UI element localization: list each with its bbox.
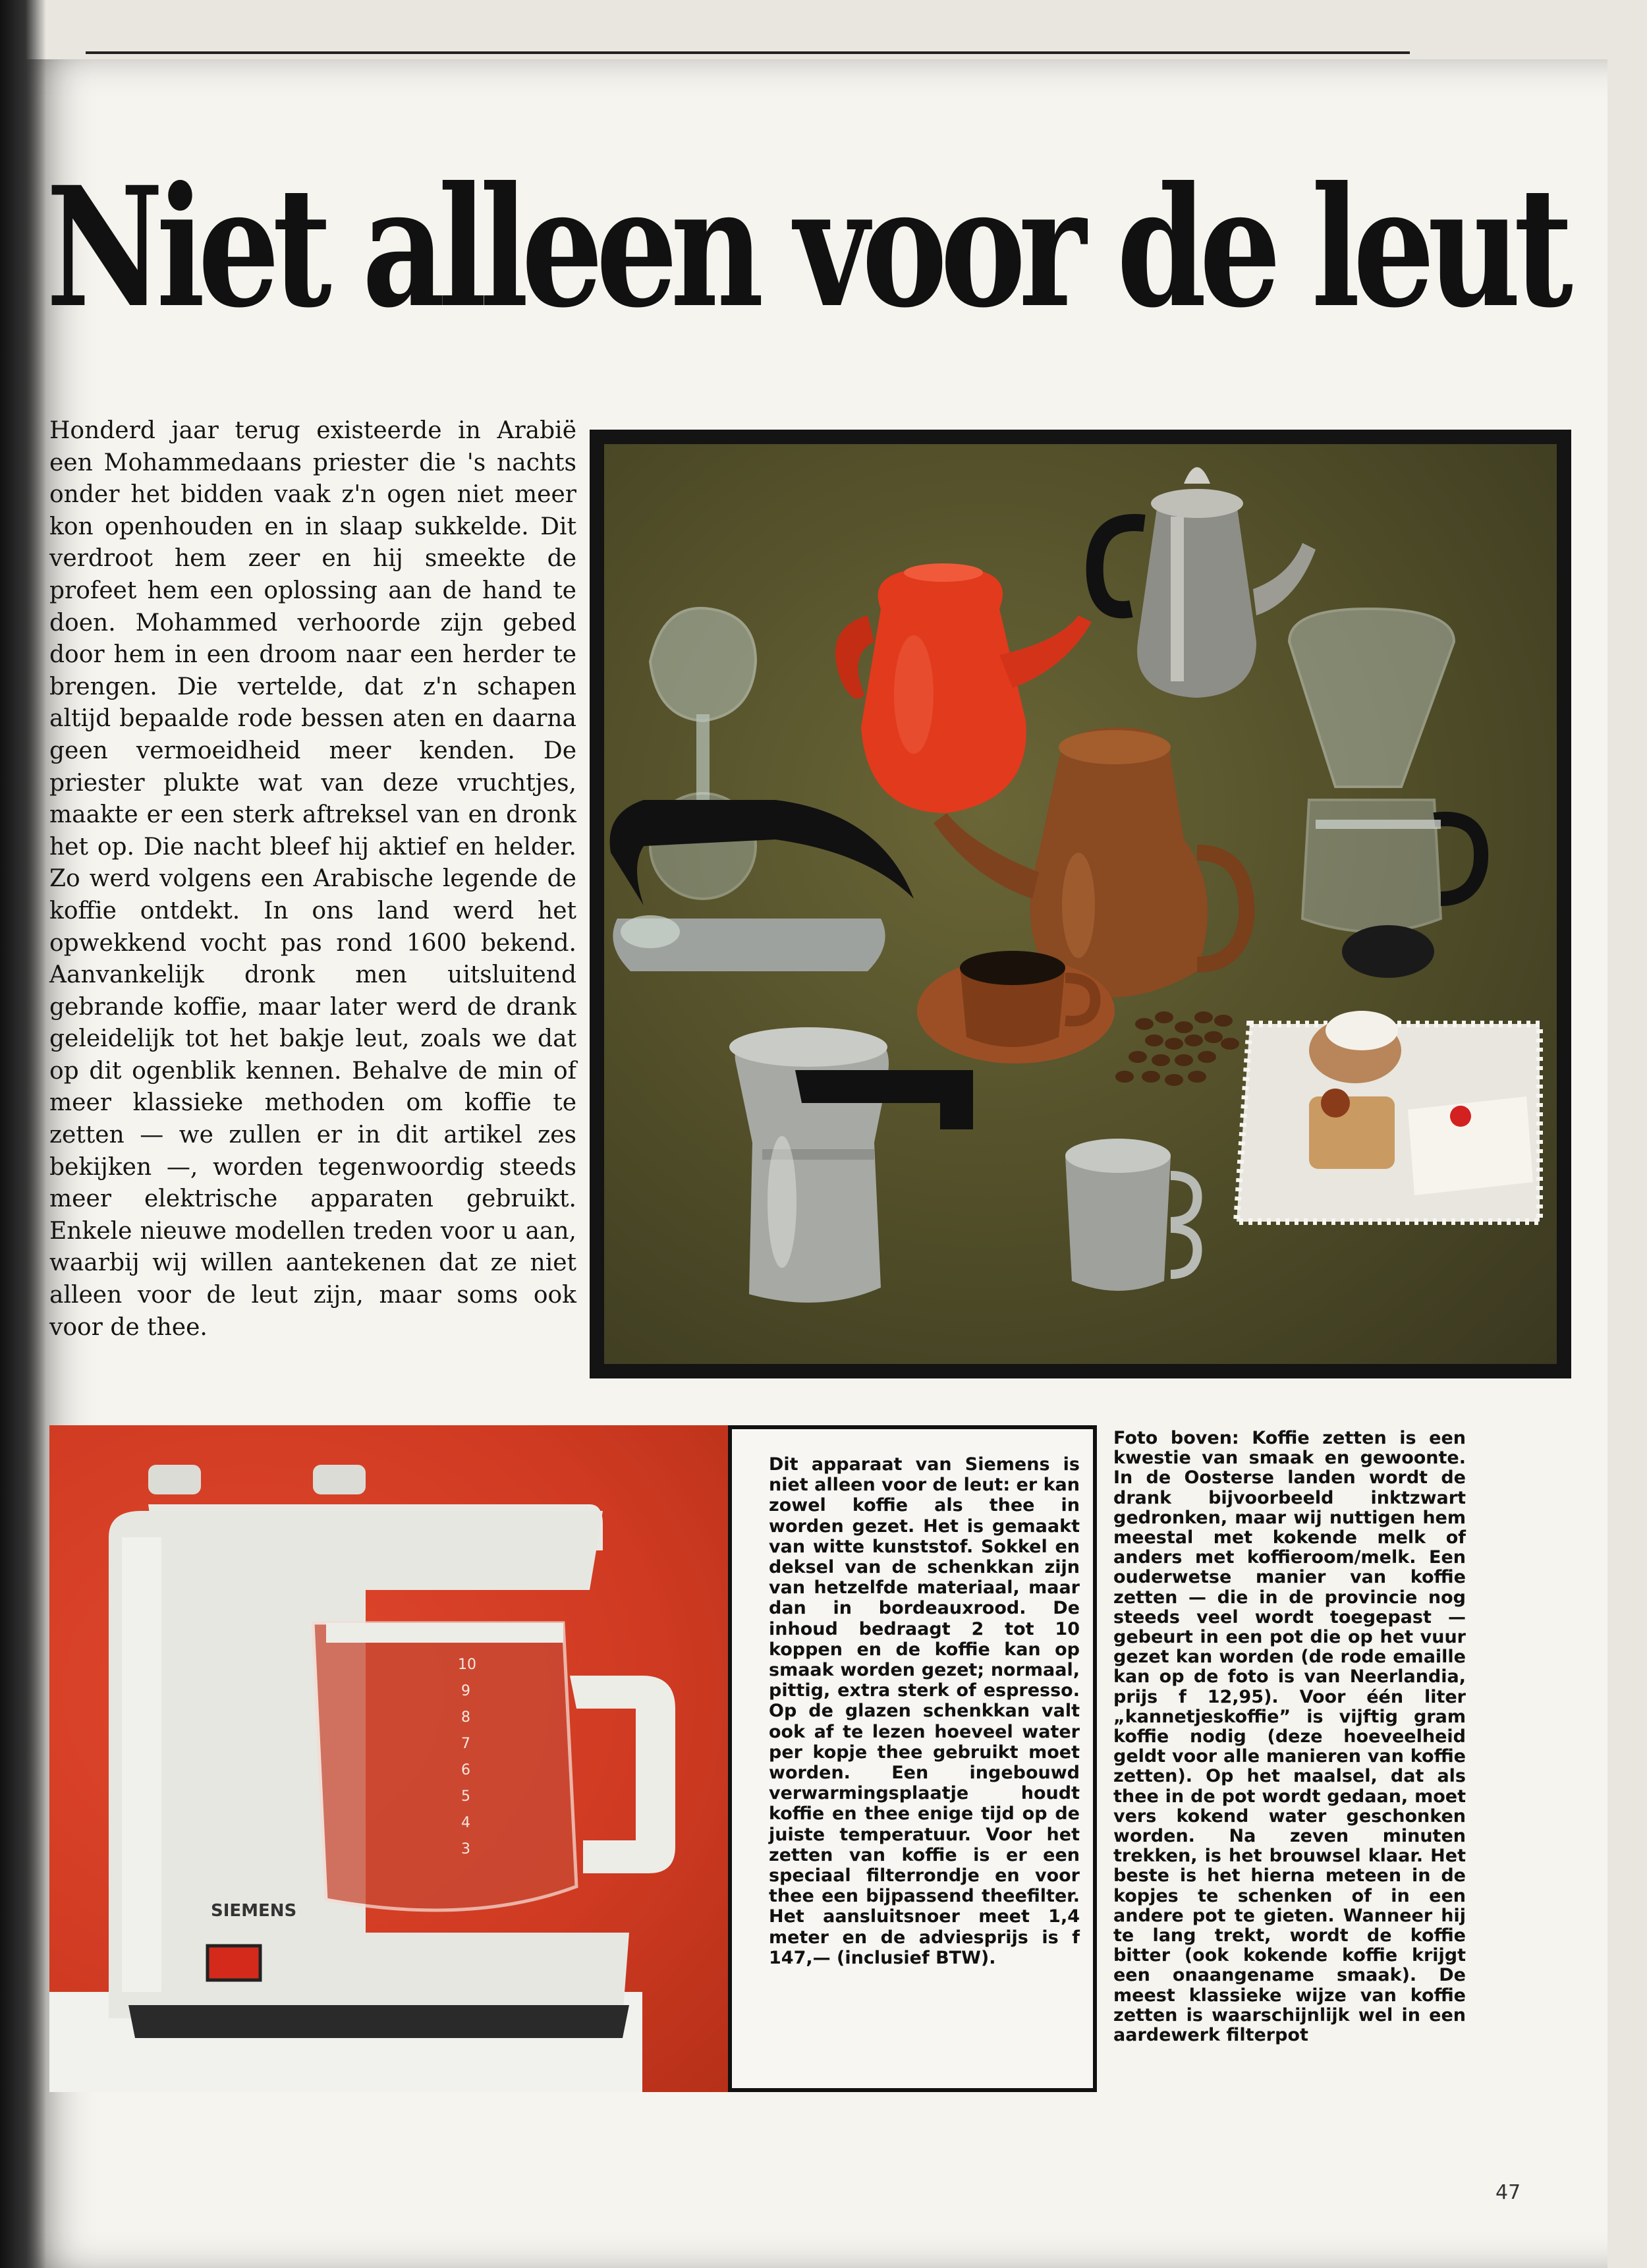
carafe-handle xyxy=(570,1676,675,1873)
intro-paragraph: Honderd jaar terug existeerde in Arabië een Mohammedaans priester die 's nachts onder het bidden vaak z'n ogen niet meer kon openhouden en in slaap sukkelde. Dit verdroot hem zeer en hij smeekte de profeet hem een oplossing aan de hand te doen. Mohammed verhoorde zijn gebed door hem in een droom naar een herder te brengen. Die vertelde, dat z'n schapen altijd bepaalde rode bessen aten en daarna geen vermoeidheid meer kenden. De priester plukte wat van deze vruchtjes, maakte er een sterk aftreksel van en dronk het op. Die nacht bleef hij aktief en helder. Zo werd volgens een Arabische legende de koffie ontdekt. In ons land werd het opwekkend vocht pas rond 1600 bekend. Aanvankelijk dronk men uitsluitend gebrande koffie, maar later werd de drank geleidelijk tot het bakje leut, zoals we dat op dit ogenblik kennen. Behalve de min of meer klassieke methoden om koffie te zetten — we zullen er in dit artikel zes bekijken —, worden tegenwoordig steeds meer elektrische apparaten gebruikt. Enkele nieuwe modellen treden voor u aan, waarbij wij willen aantekenen dat ze niet alleen voor de leut zijn, maar soms ook voor de thee. xyxy=(49,417,576,1341)
black-lid xyxy=(1342,925,1434,978)
scale-mark: 10 xyxy=(458,1657,476,1673)
glass-carafe xyxy=(313,1623,576,1910)
scale-mark: 8 xyxy=(461,1709,470,1726)
article-intro xyxy=(49,415,576,1344)
coffee-makers-illustration xyxy=(604,444,1557,1364)
scale-mark: 7 xyxy=(461,1736,470,1752)
right-column-text: Foto boven: Koffie zetten is een kwestie van smaak en gewoonte. In de Oosterse landen wordt de drank bijvoorbeeld inktzwart gedronken, maar wij nuttigen hem meestal met kokende melk of anders met koffieroom/melk. Een ouderwetse manier van koffie zetten — die in de provincie nog steeds veel wordt toegepast — gebeurt in een pot die op het vuur gezet kan worden (de rode emaille kan op de foto is van Neerlandia, prijs f 12,95). Voor één liter „kannetjeskoffie” is vijftig gram koffie nodig (deze hoeveelheid geldt voor alle manieren van koffie zetten). Op het maalsel, dat als thee in de pot wordt gedaan, moet vers kokend water geschonken worden. Na zeven minuten trekken, is het brouwsel klaar. Het beste is het hierna meteen in de kopjes te schenken of in een andere pot te gieten. Wanneer hij te lang trekt, wordt de koffie bitter (ook kokende koffie krijgt een onaangename smaak). De meest klassieke wijze van koffie zetten is waarschijnlijk wel in een aardewerk filterpot xyxy=(1113,1428,1466,2046)
caption-box xyxy=(728,1425,1097,2092)
knob-right-icon xyxy=(313,1465,366,1494)
scale-mark: 9 xyxy=(461,1683,470,1699)
photo-siemens-coffee-maker xyxy=(49,1425,728,2092)
top-rule xyxy=(86,51,1410,54)
siemens-logo: SIEMENS xyxy=(211,1901,297,1921)
scale-mark: 4 xyxy=(461,1815,470,1831)
red-kettle xyxy=(835,563,1092,813)
espresso-pot xyxy=(729,1027,973,1303)
chrome-percolator xyxy=(1095,467,1316,698)
glass-drip-filter xyxy=(1289,609,1481,932)
scale-mark: 5 xyxy=(461,1788,470,1805)
photo-coffee-makers xyxy=(590,430,1571,1378)
right-column xyxy=(1113,1429,1466,2045)
scale-mark: 3 xyxy=(461,1841,470,1857)
coffee-beans xyxy=(1115,1011,1239,1086)
knob-left-icon xyxy=(148,1465,201,1494)
metal-cup-filter xyxy=(1065,1139,1198,1291)
siemens-machine-illustration xyxy=(49,1425,728,2092)
page-number: 47 xyxy=(1495,2181,1521,2204)
photo-scene xyxy=(604,444,1557,1364)
glass-siphon xyxy=(610,608,914,971)
article-title: Niet alleen voor de leut xyxy=(46,150,1566,344)
doily-pastries xyxy=(1237,1011,1540,1222)
power-switch-icon xyxy=(208,1946,260,1980)
binding-shadow xyxy=(0,0,46,2268)
scale-mark: 6 xyxy=(461,1762,470,1778)
caption-text: Dit apparaat van Siemens is niet alleen voor de leut: er kan zowel koffie als thee in worden gezet. Het is gemaakt van witte kunststof. Sokkel en deksel van de schenkkan zijn van hetzelfde materiaal, maar dan in bordeauxrood. De inhoud bedraagt 2 tot 10 koppen en de koffie kan op smaak worden gezet; normaal, pittig, extra sterk of espresso. Op de glazen schenkkan valt ook af te lezen hoeveel water per kopje thee gebruikt moet worden. Een ingebouwd verwarmingsplaatje houdt koffie en thee enige tijd op de juiste temperatuur. Voor het zetten van koffie is er een speciaal filterrondje en voor thee een bijpassend theefilter. Het aansluitsnoer meet 1,4 meter en de adviesprijs is f 147,— (inclusief BTW). xyxy=(769,1454,1080,1968)
